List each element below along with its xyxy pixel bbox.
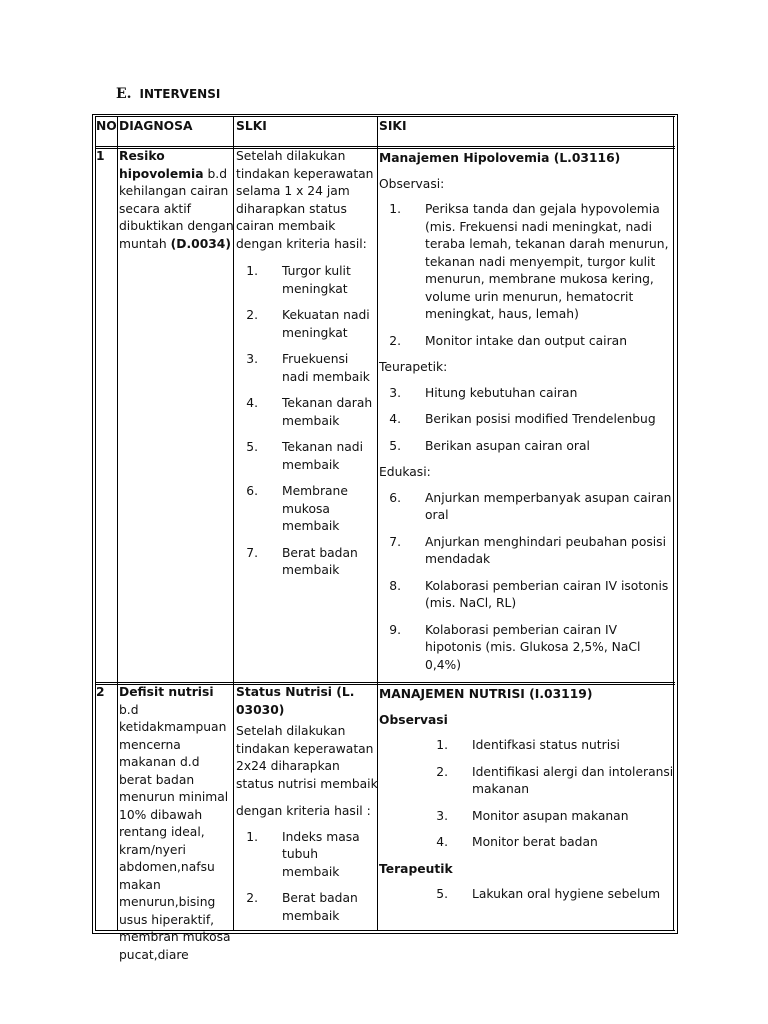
row1-slki-intro: Setelah dilakukan tindakan keperawatan selama 1 x 24 jam diharapkan status cairan membaik dengan kriteria hasil: (236, 149, 374, 251)
row2-siki (379, 684, 675, 913)
row2-slki-criteria: dengan kriteria hasil : (236, 804, 371, 818)
row2-siki-title: MANAJEMEN NUTRISI (I.03119) (379, 687, 593, 701)
list-item: 1. Indeks masa tubuh membaik (246, 829, 360, 879)
section-heading (116, 86, 220, 104)
row1-siki-ter-list (379, 385, 675, 456)
row1-siki-edu-list (379, 490, 675, 675)
list-item: 4. Monitor berat badan (436, 835, 598, 849)
list-item: 3. Monitor asupan makanan (436, 808, 629, 823)
row2-diagnosa-text: b.d ketidakmampuan mencerna makanan d.d berat badan menurun minimal 10% dibawah rentang ideal, kram/nyeri abdomen,nafsu makan menurun,bising usus hiperaktif, membran mukosa pucat,diare (119, 702, 231, 962)
row1-slki (236, 148, 378, 589)
list-item: 8. Kolaborasi pemberian cairan IV isotonis (mis. NaCl, RL) (389, 578, 669, 610)
row1-siki (379, 148, 675, 683)
row2-siki-observasi: Observasi (379, 712, 448, 727)
row1-siki-title: Manajemen Hipolovemia (L.03116) (379, 151, 621, 165)
row1-siki-terapeutik: Teurapetik: (379, 360, 448, 374)
header-slki: SLKI (236, 119, 267, 133)
list-item: 7. Anjurkan menghindari peubahan posisi mendadak (389, 534, 666, 566)
list-item: 5. Lakukan oral hygiene sebelum (436, 887, 661, 901)
list-item: 1. Identifkasi status nutrisi (436, 738, 620, 752)
list-item: 6. Membrane mukosa membaik (246, 484, 348, 533)
list-item: 7. Berat badan membaik (246, 545, 358, 577)
row2-siki-ter-list (379, 886, 675, 904)
row1-siki-observasi: Observasi: (379, 176, 445, 191)
row1-diagnosa-text: b.d kehilangan cairan secara aktif dibuktikan dengan muntah (119, 166, 234, 251)
list-item: 9. Kolaborasi pemberian cairan IV hipotonis (mis. Glukosa 2,5%, NaCl 0,4%) (389, 622, 641, 672)
row2-no: 2 (96, 685, 105, 699)
row1-siki-obs-list (379, 201, 675, 350)
row1-diagnosa-title: Resiko hipovolemia (119, 149, 204, 181)
row1-siki-edukasi: Edukasi: (379, 465, 431, 479)
row2-slki-list (236, 829, 378, 926)
list-item: 2. Berat badan membaik (246, 891, 358, 923)
section-title: INTERVENSI (139, 87, 221, 101)
header-no: NO (96, 119, 117, 133)
header-siki: SIKI (379, 119, 407, 133)
row2-slki-title: Status Nutrisi (L. 03030) (236, 685, 355, 717)
list-item: 2. Identifikasi alergi dan intoleransi makanan (436, 764, 674, 796)
row2-slki (236, 684, 378, 934)
list-item: 3. Hitung kebutuhan cairan (389, 385, 578, 400)
row2-diagnosa (119, 684, 234, 964)
row1-diagnosa-code: (D.0034) (170, 236, 231, 251)
row1-slki-list (236, 263, 378, 580)
list-item: 5. Tekanan nadi membaik (246, 440, 364, 472)
list-item: 1. Periksa tanda dan gejala hypovolemia (mis. Frekuensi nadi meningkat, nadi teraba lemah, tekanan darah menurun, tekanan nadi menyempit, turgor kulit menurun, membrane mukosa kering, volume urin menurun, hematocrit meningkat, haus, lemah) (389, 202, 669, 321)
row1-diagnosa (119, 148, 234, 253)
list-item: 6. Anjurkan memperbanyak asupan cairan oral (389, 490, 672, 522)
list-item: 4. Berikan posisi modified Trendelenbug (389, 412, 656, 426)
section-letter: E. (116, 86, 132, 102)
list-item: 2. Monitor intake dan output cairan (389, 333, 627, 348)
row2-diagnosa-title: Defisit nutrisi (119, 685, 214, 699)
list-item: 2. Kekuatan nadi meningkat (246, 308, 370, 340)
row2-siki-terapeutik: Terapeutik (379, 861, 453, 876)
header-diagnosa: DIAGNOSA (119, 119, 193, 133)
list-item: 4. Tekanan darah membaik (246, 396, 373, 428)
row2-slki-intro: Setelah dilakukan tindakan keperawatan 2x24 diharapkan status nutrisi membaik (236, 724, 378, 791)
row1-no: 1 (96, 149, 105, 163)
list-item: 5. Berikan asupan cairan oral (389, 438, 590, 453)
list-item: 1. Turgor kulit meningkat (246, 264, 351, 296)
list-item: 3. Fruekuensi nadi membaik (246, 352, 370, 384)
row2-siki-obs-list (379, 737, 675, 852)
